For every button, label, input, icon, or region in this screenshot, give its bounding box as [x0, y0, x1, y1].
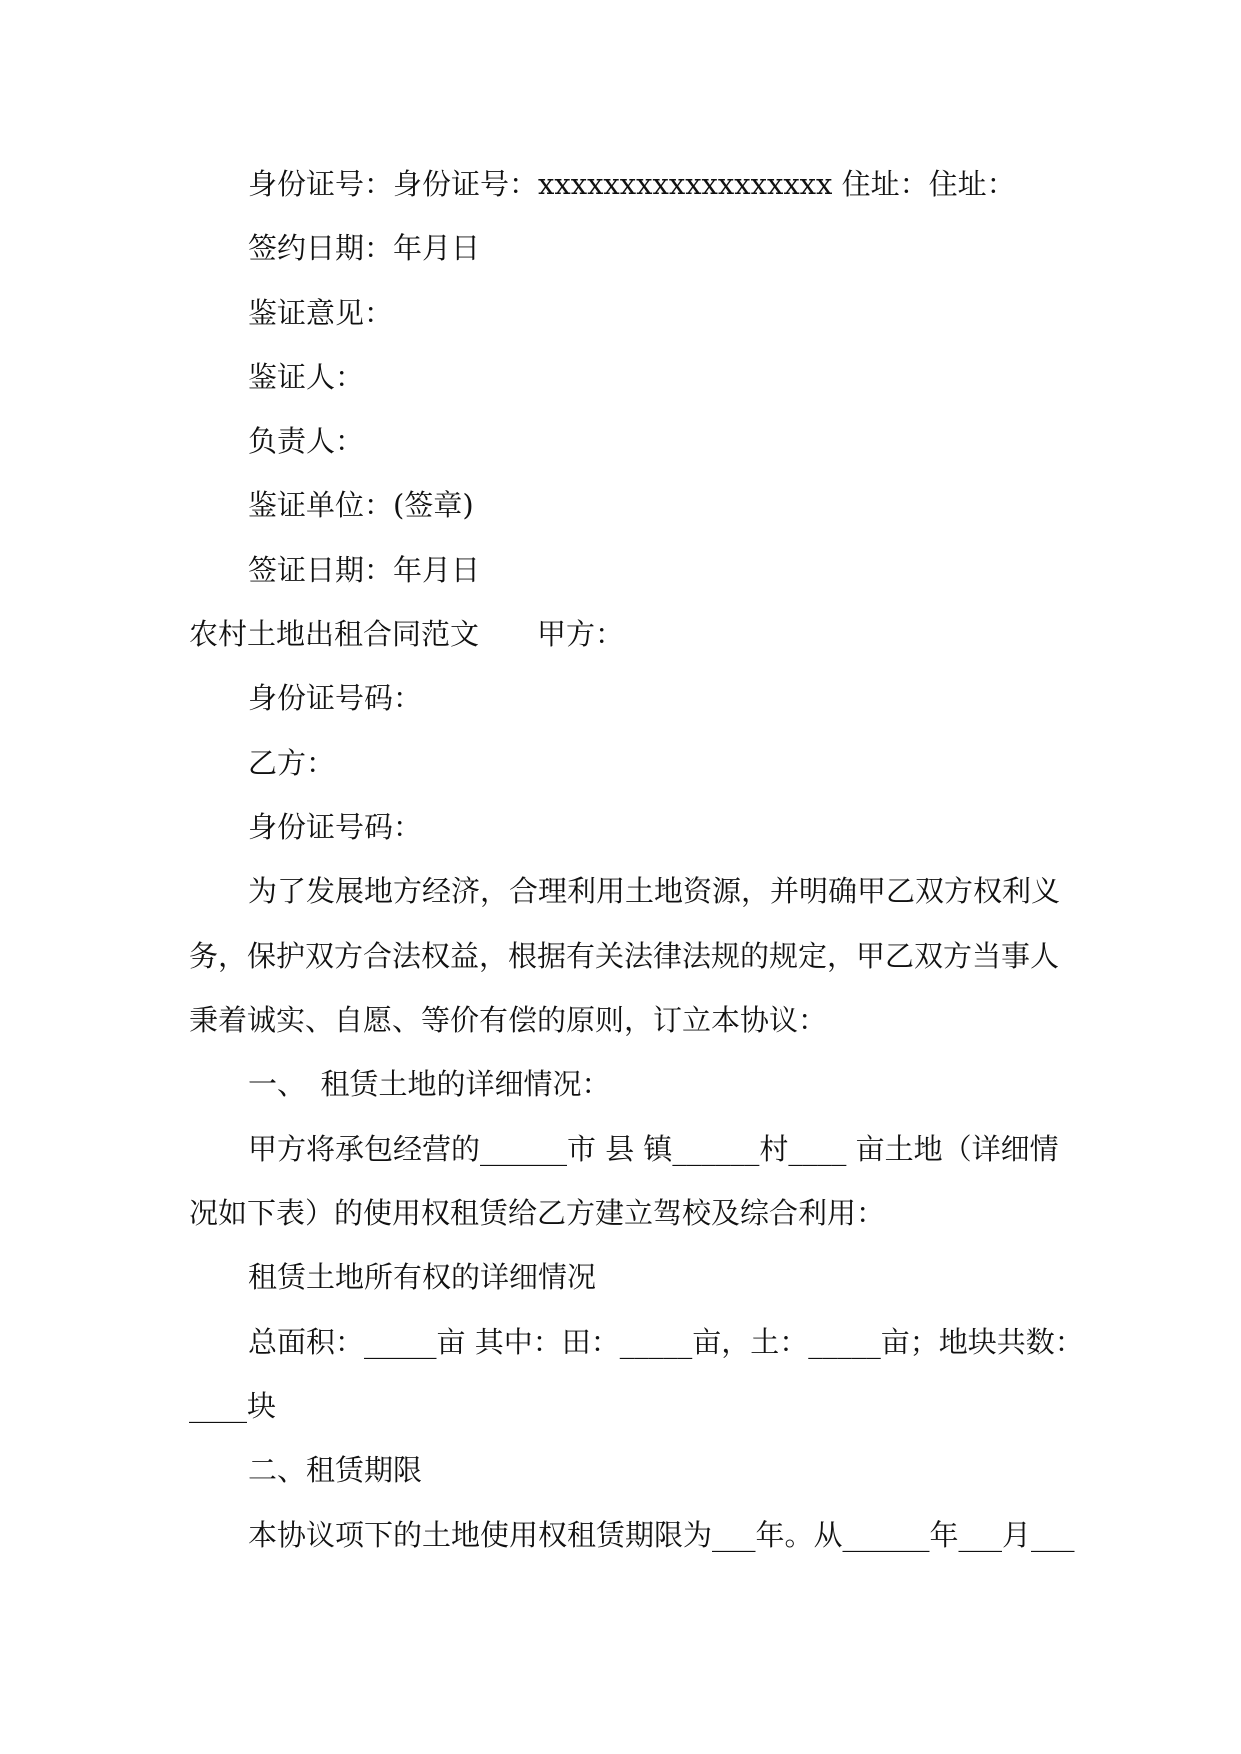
attestor-line: 鉴证人： [248, 360, 365, 394]
id-number-address-line: 身份证号：身份证号：xxxxxxxxxxxxxxxxxx 住址：住址： [248, 167, 1016, 201]
attestation-opinion-line: 鉴证意见： [248, 296, 394, 330]
section-2-heading: 二、租赁期限 [248, 1453, 423, 1487]
contract-title-party-a-line: 农村土地出租合同范文 甲方： [189, 617, 625, 651]
preamble-line-1: 为了发展地方经济，合理利用土地资源，并明确甲乙双方权利义 [248, 874, 1061, 908]
party-b-line: 乙方： [248, 746, 336, 780]
ownership-details-line: 租赁土地所有权的详细情况 [248, 1260, 597, 1294]
signing-date-line: 签约日期：年月日 [248, 231, 481, 265]
preamble-line-3: 秉着诚实、自愿、等价有偿的原则，订立本协议： [189, 1003, 828, 1037]
plot-count-line: ____块 [189, 1389, 277, 1423]
section-1-line-2: 况如下表）的使用权租赁给乙方建立驾校及综合利用： [189, 1196, 886, 1230]
party-b-id-line: 身份证号码： [248, 810, 423, 844]
section-1-line-1: 甲方将承包经营的______市 县 镇______村____ 亩土地（详细情 [248, 1132, 1059, 1166]
attestation-date-line: 签证日期：年月日 [248, 553, 481, 587]
responsible-person-line: 负责人： [248, 424, 365, 458]
total-area-line: 总面积：_____亩 其中：田：_____亩，土：_____亩；地块共数： [248, 1325, 1084, 1359]
lease-term-line: 本协议项下的土地使用权租赁期限为___年。从______年___月___ [248, 1518, 1075, 1552]
preamble-line-2: 务，保护双方合法权益，根据有关法律法规的规定，甲乙双方当事人 [189, 939, 1060, 973]
attestation-unit-line: 鉴证单位：(签章) [248, 488, 474, 522]
party-a-id-line: 身份证号码： [248, 681, 423, 715]
section-1-heading: 一、 租赁土地的详细情况： [248, 1067, 611, 1101]
